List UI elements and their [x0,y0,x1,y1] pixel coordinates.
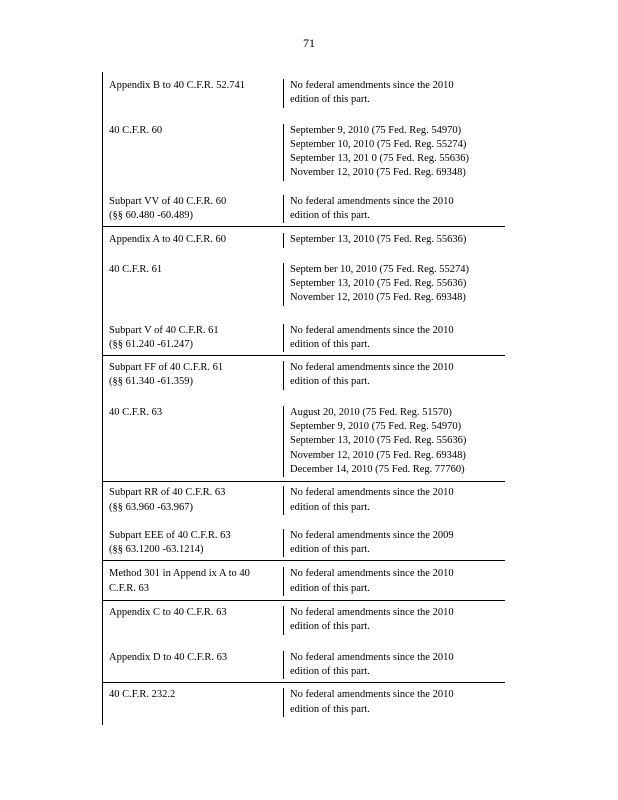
amendment-text: No federal amendments since the 2010 [290,607,454,619]
amendment-cell [283,406,505,477]
table-group [103,72,505,227]
amendment-text: edition of this part. [290,582,370,594]
regulation-cell [103,233,283,247]
regulation-cell [103,79,283,108]
regulation-text: Appendix C to 40 C.F.R. 63 [109,607,227,619]
amendment-cell [283,567,505,596]
amendment-text: September 13, 2010 (75 Fed. Reg. 55636) [290,435,467,447]
amendment-text: September 9, 2010 (75 Fed. Reg. 54970) [290,124,462,136]
amendment-text: edition of this part. [290,376,370,388]
amendment-text: edition of this part. [290,210,370,222]
amendment-text: September 13, 2010 (75 Fed. Reg. 55636) [290,277,467,289]
amendment-text: No federal amendments since the 2010 [290,689,454,701]
regulation-cell [103,124,283,181]
table-row [103,561,505,600]
regulation-text: Appendix D to 40 C.F.R. 63 [109,651,228,663]
table-row [103,518,505,561]
regulation-text: Method 301 in Append ix A to 40 [109,568,250,580]
amendment-cell [283,124,505,181]
table-row [103,251,505,310]
regulation-text: Subpart FF of 40 C.F.R. 61 [109,362,224,374]
regulation-text: (§§ 63.960 -63.967) [109,501,193,513]
amendment-text: edition of this part. [290,703,370,715]
amendment-text: September 13, 2010 (75 Fed. Reg. 55636) [290,234,467,246]
amendment-text: December 14, 2010 (75 Fed. Reg. 77760) [290,463,465,475]
table-group [103,561,505,601]
amendment-text: September 13, 201 0 (75 Fed. Reg. 55636) [290,153,470,165]
regulation-cell [103,651,283,680]
amendment-text: edition of this part. [290,621,370,633]
amendment-text: edition of this part. [290,338,370,350]
amendment-cell [283,651,505,680]
table-row [103,356,505,393]
table-group [103,227,505,356]
amendment-text: August 20, 2010 (75 Fed. Reg. 51570) [290,406,452,418]
table-row [103,683,505,725]
amendment-text: No federal amendments since the 2010 [290,324,454,336]
regulation-text: (§§ 63.1200 -63.1214) [109,544,204,556]
amendment-text: No federal amendments since the 2010 [290,195,454,207]
regulation-text: Appendix B to 40 C.F.R. 52.741 [109,80,245,91]
regulation-cell [103,688,283,717]
regulation-text: Subpart RR of 40 C.F.R. 63 [109,487,226,499]
amendment-cell [283,233,505,247]
amendment-cell [283,486,505,515]
amendment-cell [283,79,505,108]
table-row [103,393,505,481]
amendment-cell [283,263,505,306]
regulation-text: C.F.R. 63 [109,582,150,594]
amendment-cell [283,688,505,717]
amendment-cell [283,606,505,635]
regulation-cell [103,529,283,558]
amendment-text: September 10, 2010 (75 Fed. Reg. 55274) [290,138,467,150]
amendment-text: No federal amendments since the 2010 [290,487,454,499]
regulation-text: Subpart V of 40 C.F.R. 61 [109,324,219,336]
regulation-text: 40 C.F.R. 60 [109,124,163,136]
amendment-text: No federal amendments since the 2009 [290,529,454,541]
table-group [103,601,505,683]
amendment-text: Septem ber 10, 2010 (75 Fed. Reg. 55274) [290,263,470,275]
regulation-cell [103,361,283,390]
regulation-text: 40 C.F.R. 63 [109,406,163,418]
page-number: 71 [303,36,315,50]
amendment-text: No federal amendments since the 2010 [290,80,454,91]
amendment-cell [283,361,505,390]
regulation-cell [103,406,283,477]
amendment-cell [283,324,505,353]
regulation-text: Appendix A to 40 C.F.R. 60 [109,234,227,246]
regulations-table [102,72,505,725]
table-row [103,310,505,356]
table-row [103,227,505,250]
regulation-cell [103,324,283,353]
regulation-text: 40 C.F.R. 61 [109,263,163,275]
regulation-cell [103,567,283,596]
regulation-text: 40 C.F.R. 232.2 [109,689,176,701]
table-row [103,185,505,227]
amendment-text: edition of this part. [290,544,370,556]
table-row [103,601,505,638]
table-row [103,638,505,683]
table-row [103,72,505,112]
regulation-cell [103,195,283,224]
regulation-cell [103,486,283,515]
table-row [103,112,505,185]
regulation-cell [103,263,283,306]
regulation-text: (§§ 60.480 -60.489) [109,210,193,222]
amendment-text: edition of this part. [290,665,370,677]
table-row [103,482,505,518]
table-group [103,482,505,561]
regulation-text: (§§ 61.340 -61.359) [109,376,193,388]
regulation-cell [103,606,283,635]
amendment-text: No federal amendments since the 2010 [290,568,454,580]
amendment-text: November 12, 2010 (75 Fed. Reg. 69348) [290,449,466,461]
amendment-text: September 9, 2010 (75 Fed. Reg. 54970) [290,421,462,433]
amendment-text: No federal amendments since the 2010 [290,362,454,374]
regulation-text: Subpart VV of 40 C.F.R. 60 [109,195,227,207]
amendment-cell [283,529,505,558]
amendment-cell [283,195,505,224]
amendment-text: November 12, 2010 (75 Fed. Reg. 69348) [290,292,466,304]
amendment-text: edition of this part. [290,501,370,513]
amendment-text: edition of this part. [290,94,370,106]
amendment-text: November 12, 2010 (75 Fed. Reg. 69348) [290,167,466,179]
regulation-text: (§§ 61.240 -61.247) [109,338,193,350]
table-group [103,356,505,482]
regulation-text: Subpart EEE of 40 C.F.R. 63 [109,529,231,541]
table-group [103,683,505,725]
amendment-text: No federal amendments since the 2010 [290,651,454,663]
